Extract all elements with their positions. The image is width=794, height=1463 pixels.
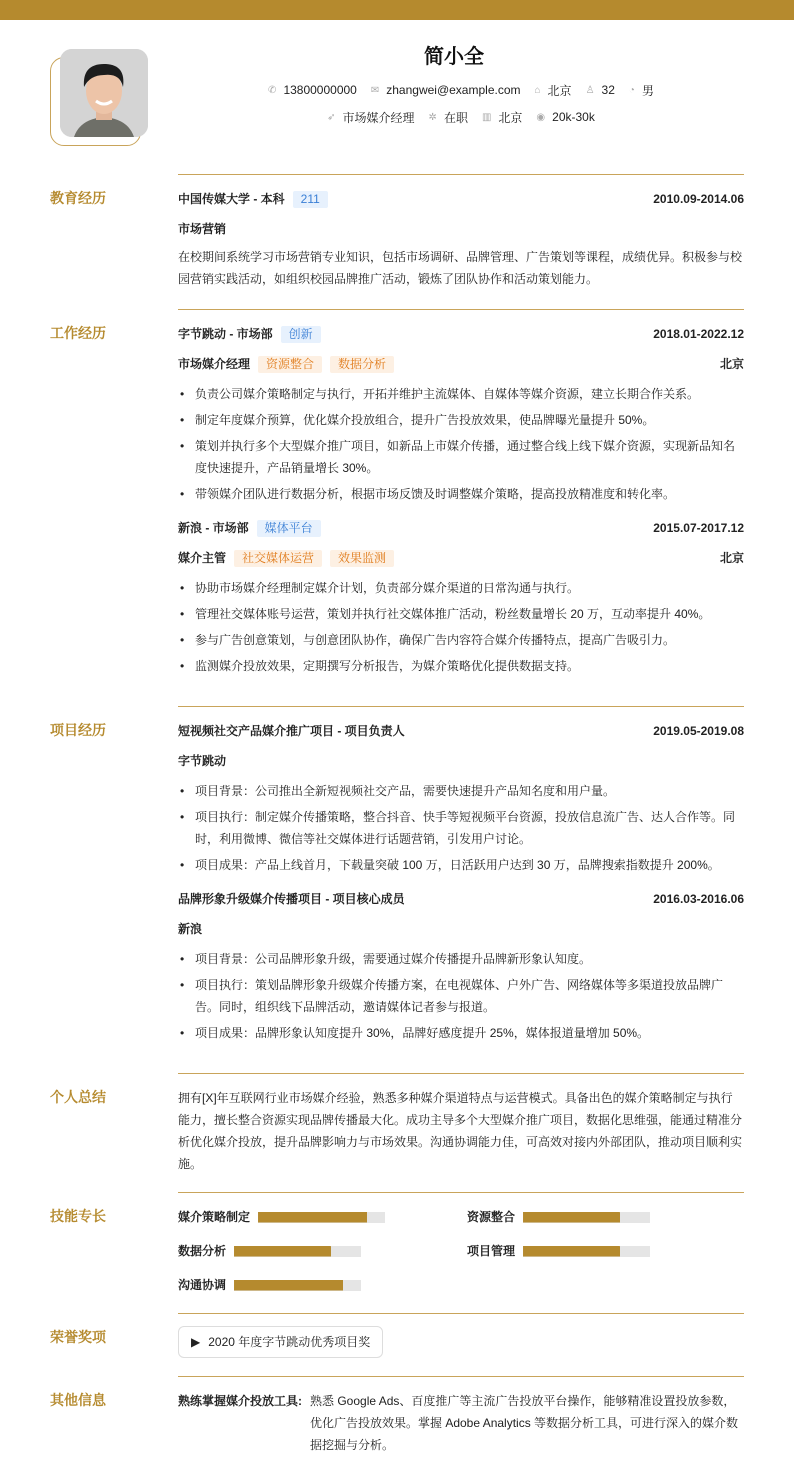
work-city: 北京: [498, 110, 523, 125]
gender-icon: ◔: [628, 84, 635, 96]
section-title: 技能专长: [50, 1208, 106, 1224]
work-date: 2018.01-2022.12: [653, 327, 744, 341]
skill-bar-fill: [234, 1280, 343, 1291]
list-item: • 项目成果：品牌形象认知度提升 30%，品牌好感度提升 25%，媒体报道量增加 50%。: [178, 1022, 744, 1044]
role-row: [178, 353, 744, 375]
project-name: 品牌形象升级媒介传播项目 - 项目核心成员: [178, 892, 405, 906]
salary-icon: ◉: [536, 111, 546, 123]
bullet-list: [178, 948, 744, 1044]
company: 新浪 - 市场部: [178, 521, 249, 535]
other-key: 熟练掌握媒介投放工具:: [178, 1394, 302, 1408]
city: 北京: [547, 83, 572, 98]
edu-description: 在校期间系统学习市场营销专业知识，包括市场调研、品牌管理、广告策划等课程，成绩优异。积极参与校园营销实践活动，如组织校园品牌推广活动，锻炼了团队协作和活动策划能力。: [178, 250, 743, 286]
send-icon: ➶: [327, 111, 336, 123]
skill-bar: [523, 1212, 650, 1223]
work-header: [178, 517, 744, 539]
project-date: 2016.03-2016.06: [653, 892, 744, 906]
section-title: 工作经历: [50, 325, 106, 341]
work-date: 2015.07-2017.12: [653, 521, 744, 535]
company: 字节跳动 - 市场部: [178, 327, 273, 341]
skill-name: 数据分析: [178, 1244, 227, 1258]
skill-tag: 效果监测: [330, 550, 394, 567]
list-item: • 项目执行：制定媒介传播策略，整合抖音、快手等短视频平台资源，投放信息流广告、达人合作等。同时，利用微博、微信等社交媒体进行话题营销，引发用户讨论。: [178, 806, 744, 850]
candidate-name: 简小全: [424, 46, 484, 68]
cake-icon: ♙: [585, 84, 595, 96]
project-org-row: [178, 918, 744, 940]
divider: [178, 309, 744, 310]
bullet-list: [178, 780, 744, 876]
list-item: • 策划并执行多个大型媒介推广项目，如新品上市媒介传播，通过整合线上线下媒介资源，实现新品知名度快速提升，产品销量增长 30%。: [178, 435, 744, 479]
divider: [178, 1376, 744, 1377]
divider: [178, 706, 744, 707]
school-tag: 211: [293, 191, 328, 208]
salary: 20k-30k: [552, 110, 595, 124]
skill-bar: [523, 1246, 650, 1257]
skill-bar-fill: [523, 1212, 620, 1223]
award-label: 2020 年度字节跳动优秀项目奖: [208, 1335, 371, 1349]
divider: [178, 174, 744, 175]
role-group: [178, 353, 394, 375]
section-title: 其他信息: [50, 1392, 106, 1408]
skill-item: [178, 1274, 467, 1296]
section-title: 教育经历: [50, 190, 106, 206]
section-title: 个人总结: [50, 1089, 106, 1105]
other-value: 熟悉 Google Ads、百度推广等主流广告投放平台操作，能够精准设置投放参数，优化广告投放效果。掌握 Adobe Analytics 等数据分析工具，可进行深入的媒介数据挖掘与分析。: [310, 1394, 739, 1452]
list-item: • 参与广告创意策划，与创意团队协作，确保广告内容符合媒介传播特点，提高广告吸引力。: [178, 629, 744, 651]
mail-icon: ✉: [370, 84, 380, 96]
divider: [178, 1313, 744, 1314]
project-org: 字节跳动: [178, 754, 227, 768]
role: 媒介主管: [178, 551, 227, 565]
project-entry: [178, 888, 744, 1044]
role-row: [178, 547, 744, 569]
skill-bar: [234, 1246, 361, 1257]
list-item: • 项目执行：策划品牌形象升级媒介传播方案，在电视媒体、户外广告、网络媒体等多渠道投放品牌广告。同时，组织线下品牌活动，邀请媒体记者参与报道。: [178, 974, 744, 1018]
skill-tag: 数据分析: [330, 356, 394, 373]
divider: [178, 1192, 744, 1193]
bullet-list: [178, 577, 744, 677]
project-entry: [178, 720, 744, 876]
age: 32: [601, 83, 615, 97]
project-date: 2019.05-2019.08: [653, 724, 744, 738]
list-item: • 管理社交媒体账号运营，策划并执行社交媒体推广活动，粉丝数量增长 20 万，互动率提升 40%。: [178, 603, 744, 625]
triangle-icon: ▶: [191, 1335, 201, 1349]
skill-item: [178, 1240, 467, 1262]
skill-name: 资源整合: [467, 1210, 516, 1224]
avatar-frame: [50, 57, 141, 146]
work-header: [178, 323, 744, 345]
project-org-row: [178, 750, 744, 772]
job-status: 在职: [443, 110, 468, 125]
section-title: 项目经历: [50, 722, 106, 738]
skill-item: [467, 1206, 744, 1228]
company-tag: 创新: [281, 326, 321, 343]
skill-tag: 社交媒体运营: [234, 550, 322, 567]
job-intent-row: [178, 107, 744, 127]
work-entry: [178, 517, 744, 677]
target-position: 市场媒介经理: [342, 110, 415, 125]
project-name: 短视频社交产品媒介推广项目 - 项目负责人: [178, 724, 405, 738]
skill-name: 媒介策略制定: [178, 1210, 251, 1224]
work-entry: [178, 323, 744, 505]
status-icon: ✲: [428, 111, 437, 123]
work-title-group: [178, 517, 321, 539]
home-icon: ⌂: [534, 84, 541, 96]
phone: 13800000000: [283, 83, 357, 97]
project-org: 新浪: [178, 922, 203, 936]
list-item: • 项目成果：产品上线首月，下载量突破 100 万，日活跃用户达到 30 万，品牌搜索指数提升 200%。: [178, 854, 744, 876]
work-city: 北京: [719, 357, 744, 371]
list-item: • 项目背景：公司品牌形象升级，需要通过媒介传播提升品牌新形象认知度。: [178, 948, 744, 970]
phone-icon: ✆: [268, 84, 277, 96]
top-accent-bar: [0, 0, 794, 20]
project-header: [178, 720, 744, 742]
section-title: 荣誉奖项: [50, 1329, 106, 1345]
skill-bar-fill: [258, 1212, 367, 1223]
major: 市场营销: [178, 222, 227, 236]
bullet-list: [178, 383, 744, 505]
skill-name: 沟通协调: [178, 1278, 227, 1292]
skill-item: [467, 1240, 744, 1262]
skill-bar-fill: [234, 1246, 331, 1257]
list-item: • 协助市场媒介经理制定媒介计划，负责部分媒介渠道的日常沟通与执行。: [178, 577, 744, 599]
skill-bar: [234, 1280, 361, 1291]
school: 中国传媒大学 - 本科: [178, 192, 285, 206]
list-item: • 制定年度媒介预算，优化媒介投放组合，提升广告投放效果，使品牌曝光量提升 50%。: [178, 409, 744, 431]
role-group: [178, 547, 394, 569]
skill-bar-fill: [523, 1246, 620, 1257]
list-item: • 负责公司媒介策略制定与执行，开拓并维护主流媒体、自媒体等媒介资源，建立长期合作关系。: [178, 383, 744, 405]
list-item: • 监测媒介投放效果，定期撰写分析报告，为媒介策略优化提供数据支持。: [178, 655, 744, 677]
list-item: • 带领媒介团队进行数据分析，根据市场反馈及时调整媒介策略，提高投放精准度和转化率。: [178, 483, 744, 505]
edu-date: 2010.09-2014.06: [653, 192, 744, 206]
gender: 男: [641, 83, 654, 98]
work-title-group: [178, 323, 321, 345]
building-icon: ▥: [481, 111, 492, 123]
company-tag: 媒体平台: [257, 520, 321, 537]
work-city: 北京: [719, 551, 744, 565]
contact-info-row: [178, 80, 744, 100]
summary-text: 拥有[X]年互联网行业市场媒介经验，熟悉多种媒介渠道特点与运营模式。具备出色的媒介策略制定与执行能力，擅长整合资源实现品牌传播最大化。成功主导多个大型媒介推广项目，数据化思维强，能通过精准分析优化媒介投放，提升品牌影响力与市场效果。沟通协调能力佳，可高效对接内外部团队，推动项目顺利实施。: [178, 1091, 743, 1171]
list-item: • 项目背景：公司推出全新短视频社交产品，需要快速提升产品知名度和用户量。: [178, 780, 744, 802]
skill-name: 项目管理: [467, 1244, 516, 1258]
skill-tag: 资源整合: [258, 356, 322, 373]
award-item[interactable]: [178, 1326, 383, 1358]
role: 市场媒介经理: [178, 357, 251, 371]
email: zhangwei@example.com: [386, 83, 521, 97]
project-header: [178, 888, 744, 910]
skill-bar: [258, 1212, 385, 1223]
skill-item: [178, 1206, 467, 1228]
divider: [178, 1073, 744, 1074]
